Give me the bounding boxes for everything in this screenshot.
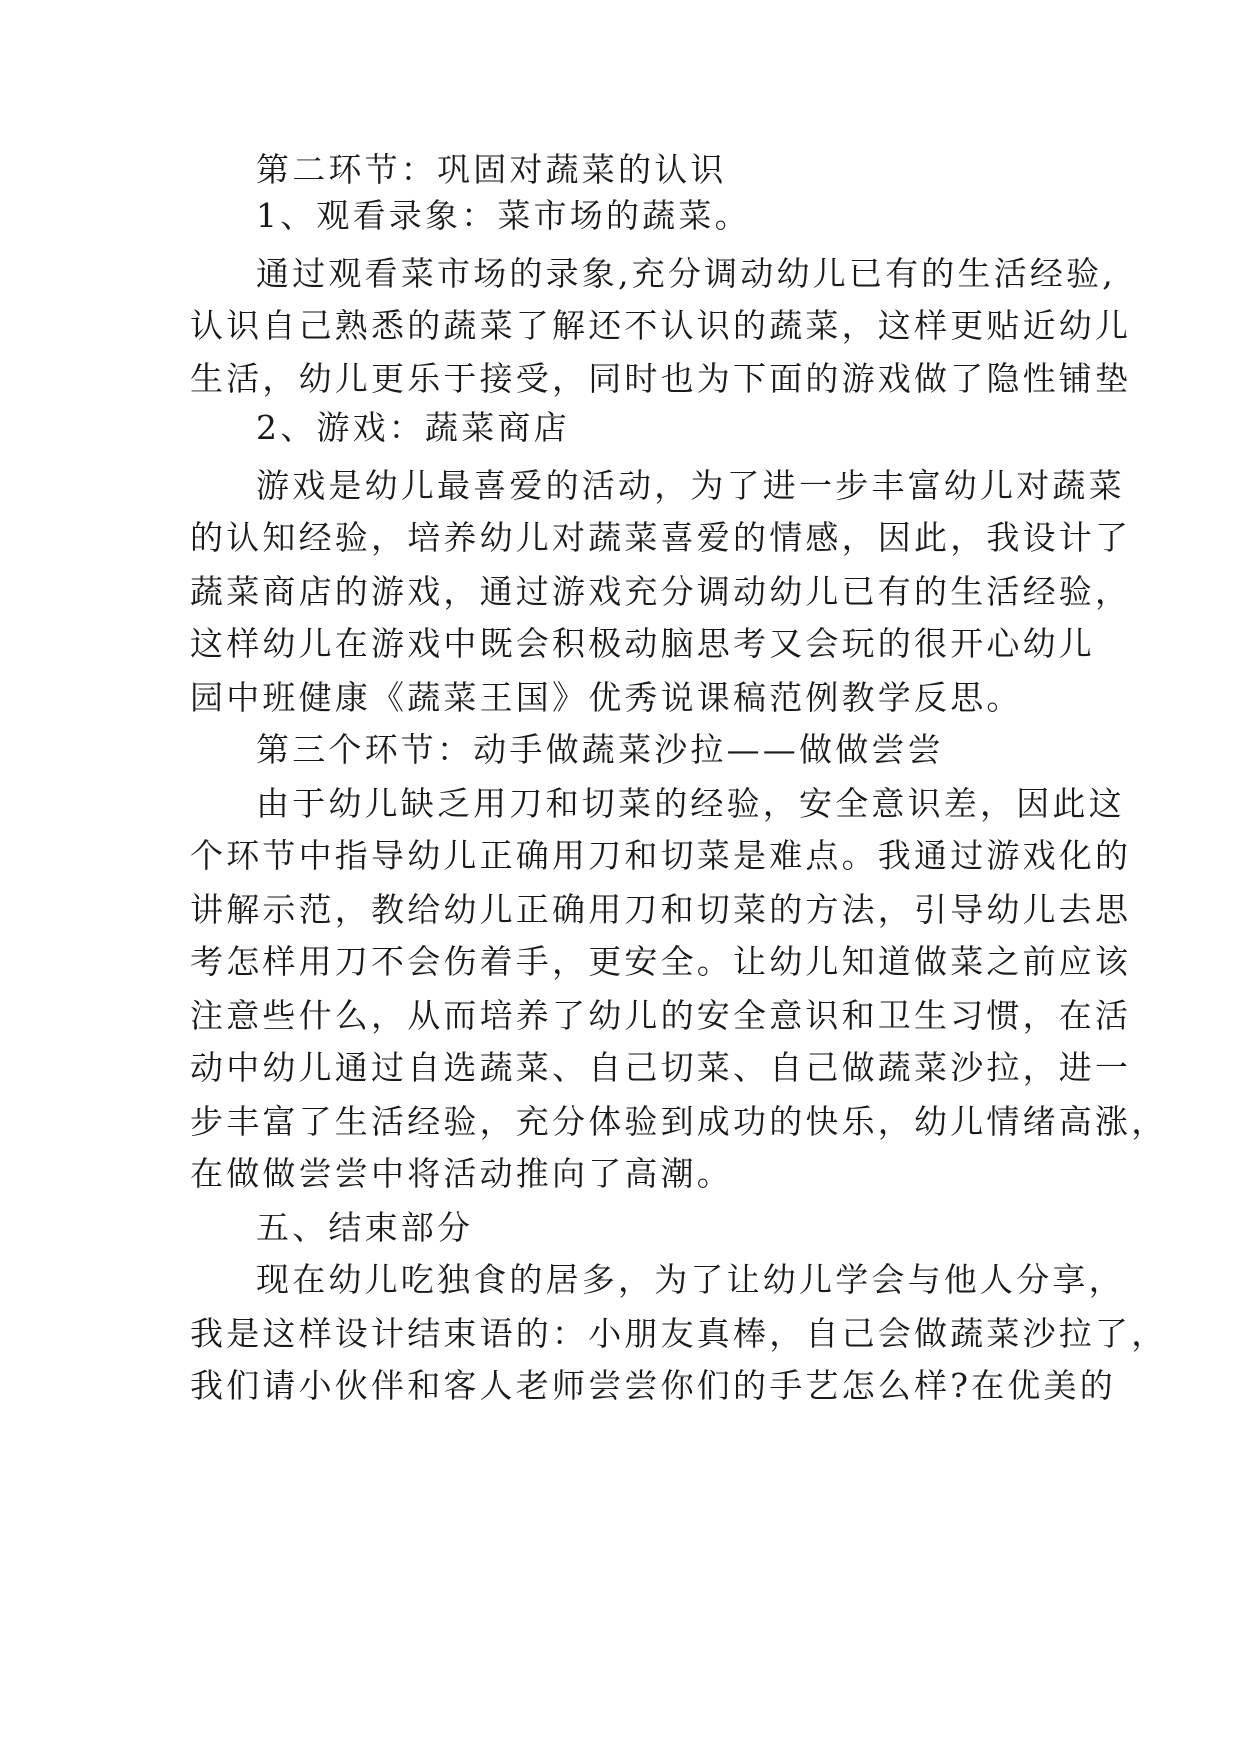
paragraph-line: 生活，幼儿更乐于接受，同时也为下面的游戏做了隐性铺垫 (190, 359, 1132, 398)
paragraph-line: 在做做尝尝中将活动推向了高潮。 (190, 1154, 733, 1193)
section-heading: 五、结束部分 (256, 1208, 474, 1247)
paragraph-line: 我是这样设计结束语的：小朋友真棒，自己会做蔬菜沙拉了， (190, 1314, 1168, 1353)
paragraph-line: 认识自己熟悉的蔬菜了解还不认识的蔬菜，这样更贴近幼儿 (190, 306, 1132, 345)
paragraph-line: 个环节中指导幼儿正确用刀和切菜是难点。我通过游戏化的 (190, 836, 1132, 875)
paragraph-line: 注意些什么，从而培养了幼儿的安全意识和卫生习惯，在活 (190, 996, 1132, 1035)
subsection-heading: 2、游戏：蔬菜商店 (256, 408, 570, 447)
section-heading: 第二环节：巩固对蔬菜的认识 (256, 150, 727, 189)
paragraph-line: 游戏是幼儿最喜爱的活动，为了进一步丰富幼儿对蔬菜 (256, 466, 1125, 505)
paragraph-line: 由于幼儿缺乏用刀和切菜的经验，安全意识差，因此这 (256, 784, 1125, 823)
paragraph-line: 考怎样用刀不会伤着手，更安全。让幼儿知道做菜之前应该 (190, 942, 1132, 981)
paragraph-line: 园中班健康《蔬菜王国》优秀说课稿范例教学反思。 (190, 678, 1023, 717)
paragraph-line: 我们请小伙伴和客人老师尝尝你们的手艺怎么样?在优美的 (190, 1366, 1116, 1405)
paragraph-line: 步丰富了生活经验，充分体验到成功的快乐，幼儿情绪高涨， (190, 1102, 1168, 1141)
subsection-heading: 1、观看录象：菜市场的蔬菜。 (256, 196, 751, 235)
paragraph-line: 现在幼儿吃独食的居多，为了让幼儿学会与他人分享， (256, 1260, 1125, 1299)
paragraph-line: 这样幼儿在游戏中既会积极动脑思考又会玩的很开心幼儿 (190, 624, 1095, 663)
paragraph-line: 动中幼儿通过自选蔬菜、自己切菜、自己做蔬菜沙拉，进一 (190, 1048, 1132, 1087)
section-heading: 第三个环节：动手做蔬菜沙拉——做做尝尝 (256, 730, 944, 769)
paragraph-line: 通过观看菜市场的录象,充分调动幼儿已有的生活经验, (256, 254, 1116, 293)
paragraph-line: 讲解示范，教给幼儿正确用刀和切菜的方法，引导幼儿去思 (190, 890, 1132, 929)
paragraph-line: 的认知经验，培养幼儿对蔬菜喜爱的情感，因此，我设计了 (190, 518, 1132, 557)
paragraph-line: 蔬菜商店的游戏，通过游戏充分调动幼儿已有的生活经验， (190, 572, 1132, 611)
